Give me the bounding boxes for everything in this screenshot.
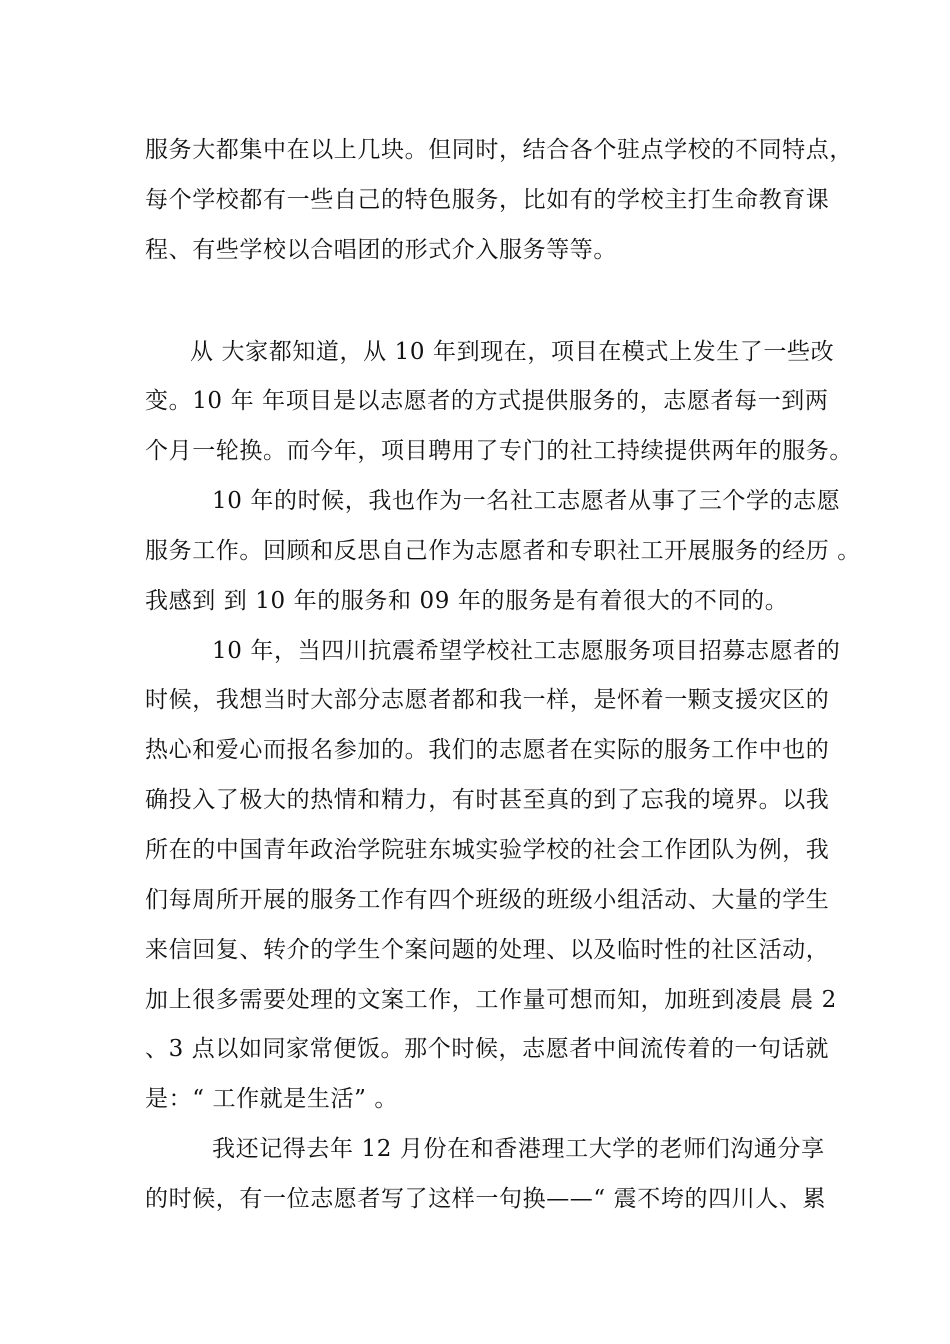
- text-line-13: 确投入了极大的热情和精力，有时甚至真的到了忘我的境界。以我: [145, 787, 830, 813]
- text-line-3: 程、有些学校以合唱团的形式介入服务等等。: [145, 237, 617, 263]
- text-line-4: 从 大家都知道，从 10 年到现在，项目在模式上发生了一些改: [190, 339, 835, 365]
- text-line-2: 每个学校都有一些自己的特色服务，比如有的学校主打生命教育课: [145, 187, 830, 213]
- text-line-7: 10 年的时候，我也作为一名社工志愿者从事了三个学的志愿: [212, 488, 841, 514]
- text-line-21: 的时候，有一位志愿者写了这样一句换——“ 震不垮的四川人、累: [145, 1186, 827, 1212]
- text-line-18: 、3 点以如同家常便饭。那个时候，志愿者中间流传着的一句话就: [145, 1036, 829, 1062]
- text-line-11: 时候，我想当时大部分志愿者都和我一样，是怀着一颗支援灾区的: [145, 687, 830, 713]
- text-line-1: 服务大都集中在以上几块。但同时，结合各个驻点学校的不同特点，: [145, 137, 853, 163]
- text-line-15: 们每周所开展的服务工作有四个班级的班级小组活动、大量的学生: [145, 887, 830, 913]
- text-line-16: 来信回复、转介的学生个案问题的处理、以及临时性的社区活动，: [145, 937, 830, 963]
- text-line-19: 是：“ 工作就是生活” 。: [145, 1086, 398, 1112]
- text-line-10: 10 年，当四川抗震希望学校社工志愿服务项目招募志愿者的: [212, 638, 841, 664]
- text-line-17: 加上很多需要处理的文案工作，工作量可想而知，加班到凌晨 晨 2: [145, 987, 837, 1013]
- text-line-9: 我感到 到 10 年的服务和 09 年的服务是有着很大的不同的。: [145, 588, 789, 614]
- text-line-5: 变。10 年 年项目是以志愿者的方式提供服务的，志愿者每一到两: [145, 388, 829, 414]
- text-line-6: 个月一轮换。而今年，项目聘用了专门的社工持续提供两年的服务。: [145, 438, 853, 464]
- text-line-14: 所在的中国青年政治学院驻东城实验学校的社会工作团队为例，我: [145, 837, 830, 863]
- text-line-20: 我还记得去年 12 月份在和香港理工大学的老师们沟通分享: [212, 1136, 825, 1162]
- text-line-8: 服务工作。回顾和反思自己作为志愿者和专职社工开展服务的经历 。: [145, 538, 861, 564]
- text-line-12: 热心和爱心而报名参加的。我们的志愿者在实际的服务工作中也的: [145, 737, 830, 763]
